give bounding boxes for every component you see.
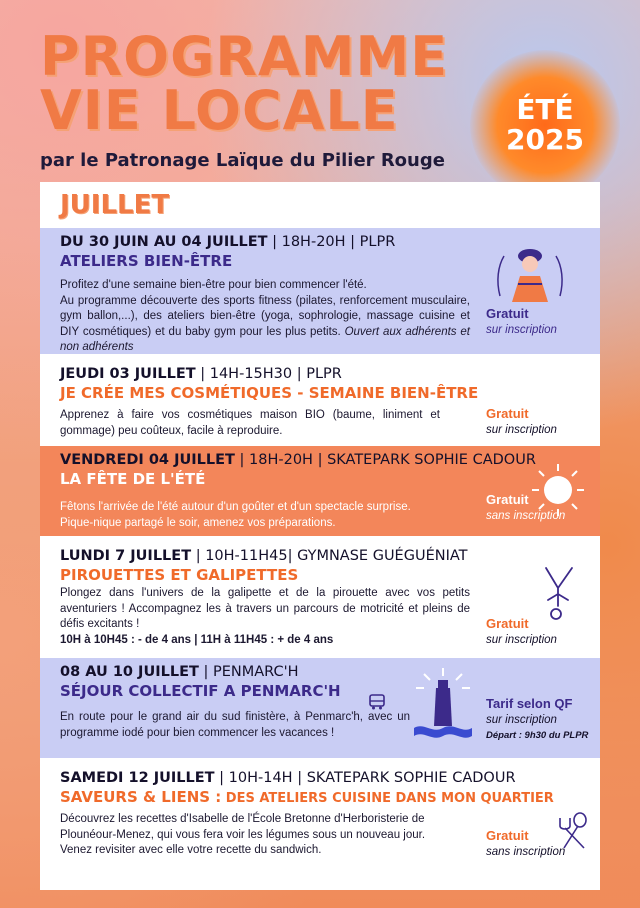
event-side — [486, 696, 588, 741]
event-dates: JEUDI 03 JUILLET — [60, 366, 196, 382]
event-card — [40, 658, 600, 758]
event-dates: DU 30 JUIN AU 04 JUILLET — [60, 234, 268, 250]
subtitle: par le Patronage Laïque du Pilier Rouge — [40, 150, 445, 171]
event-side — [486, 306, 557, 336]
title-line-1: PROGRAMME — [40, 25, 449, 88]
event-meta — [60, 452, 600, 468]
event-description: En route pour le grand air du sud finistère, à Penmarc'h, avec un programme iodé pour bien commencer les vacances ! — [60, 711, 410, 739]
event-side — [486, 492, 565, 522]
title-line-2: VIE LOCALE — [40, 79, 399, 142]
event-inscription: sans inscription — [486, 510, 566, 522]
event-name: ATELIERS BIEN-ÊTRE — [60, 252, 233, 270]
event-description: Profitez d'une semaine bien-être pour bien commencer l'été. Au programme découverte des sports fitness (pilates, renforcement musculaire, gym ballon,...), des ateliers bien-être (yoga, sophrologie, massage cuisine et DIY cosmétiques) et du baby gym pour les plus petits. Ouvert aux adhérents et non adhérents — [60, 279, 470, 353]
event-details: | PENMARC'H — [198, 664, 299, 680]
event-inscription: sur inscription — [486, 634, 557, 646]
season-year: 2025 — [506, 123, 584, 156]
event-description: Découvrez les recettes d'Isabelle de l'École Bretonne d'Herboristerie de Plounéour-Menez, qui vous fera voir les légumes sous un nouveau jour. Venez revisiter avec elle votre recette du sandwich. — [60, 813, 426, 856]
event-card — [40, 542, 600, 652]
event-depart: Départ : 9h30 du PLPR — [486, 730, 589, 741]
event-tarif: Gratuit — [486, 492, 529, 507]
event-dates: 08 AU 10 JUILLET — [60, 664, 199, 680]
event-dates: LUNDI 7 JUILLET — [60, 548, 192, 564]
event-details: | 18H-20H | SKATEPARK SOPHIE CADOUR — [234, 452, 536, 468]
event-name: PIROUETTES ET GALIPETTES — [60, 566, 299, 584]
event-details: | 10H-11H45| GYMNASE GUÉGUÉNIAT — [191, 548, 468, 564]
event-name: SÉJOUR COLLECTIF A PENMARC'H — [60, 682, 341, 700]
event-inscription: sur inscription — [486, 324, 557, 336]
event-meta — [60, 548, 600, 564]
event-card — [40, 360, 600, 442]
event-dates: SAMEDI 12 JUILLET — [60, 770, 215, 786]
event-tarif: Tarif selon QF — [486, 696, 573, 711]
event-meta — [60, 366, 600, 382]
event-inscription: sans inscription — [486, 846, 566, 858]
event-details: | 10H-14H | SKATEPARK SOPHIE CADOUR — [214, 770, 516, 786]
event-inscription: sur inscription — [486, 424, 557, 436]
event-description: Fêtons l'arrivée de l'été autour d'un goûter et d'un spectacle surprise. Pique-nique partagé le soir, amenez vos préparations. — [60, 501, 411, 529]
event-side — [486, 406, 557, 436]
event-tarif: Gratuit — [486, 828, 529, 843]
acrobat-icon — [540, 564, 580, 624]
event-dates: VENDREDI 04 JUILLET — [60, 452, 235, 468]
month-heading: JUILLET — [60, 190, 170, 220]
event-name: SAVEURS & LIENS : DES ATELIERS CUISINE DANS MON QUARTIER — [60, 788, 554, 806]
event-name: JE CRÉE MES COSMÉTIQUES - SEMAINE BIEN-ÊTRE — [60, 384, 479, 402]
event-name: LA FÊTE DE L'ÉTÉ — [60, 470, 206, 488]
person-meditating-icon — [490, 236, 570, 306]
lighthouse-icon — [412, 666, 474, 742]
event-inscription: sur inscription — [486, 714, 557, 726]
program-panel — [40, 182, 600, 890]
event-tarif: Gratuit — [486, 406, 529, 421]
event-description: Apprenez à faire vos cosmétiques maison BIO (baume, liniment et gommage) peu coûteux, facile à reproduire. — [60, 409, 440, 437]
event-tarif: Gratuit — [486, 616, 529, 631]
event-tarif: Gratuit — [486, 306, 529, 321]
event-description: Plongez dans l'univers de la galipette et de la pirouette avec vos petits aventuriers ! Accompagnez les à travers un parcours de motricité et pleins de défis excitants ! 10H à 10H45 : - de 4 ans | 11H à 11H45 : + de 4 ans — [60, 587, 470, 646]
bus-icon — [368, 693, 386, 711]
season-label: ÉTÉ — [516, 93, 574, 126]
event-meta — [60, 664, 600, 680]
event-side — [486, 616, 557, 646]
event-meta — [60, 770, 600, 786]
event-card — [40, 764, 600, 872]
header — [40, 25, 480, 171]
season-badge — [470, 50, 620, 200]
event-card — [40, 228, 600, 354]
event-card — [40, 446, 600, 536]
event-side — [486, 828, 565, 858]
event-details: | 18H-20H | PLPR — [267, 234, 396, 250]
event-details: | 14H-15H30 | PLPR — [195, 366, 342, 382]
